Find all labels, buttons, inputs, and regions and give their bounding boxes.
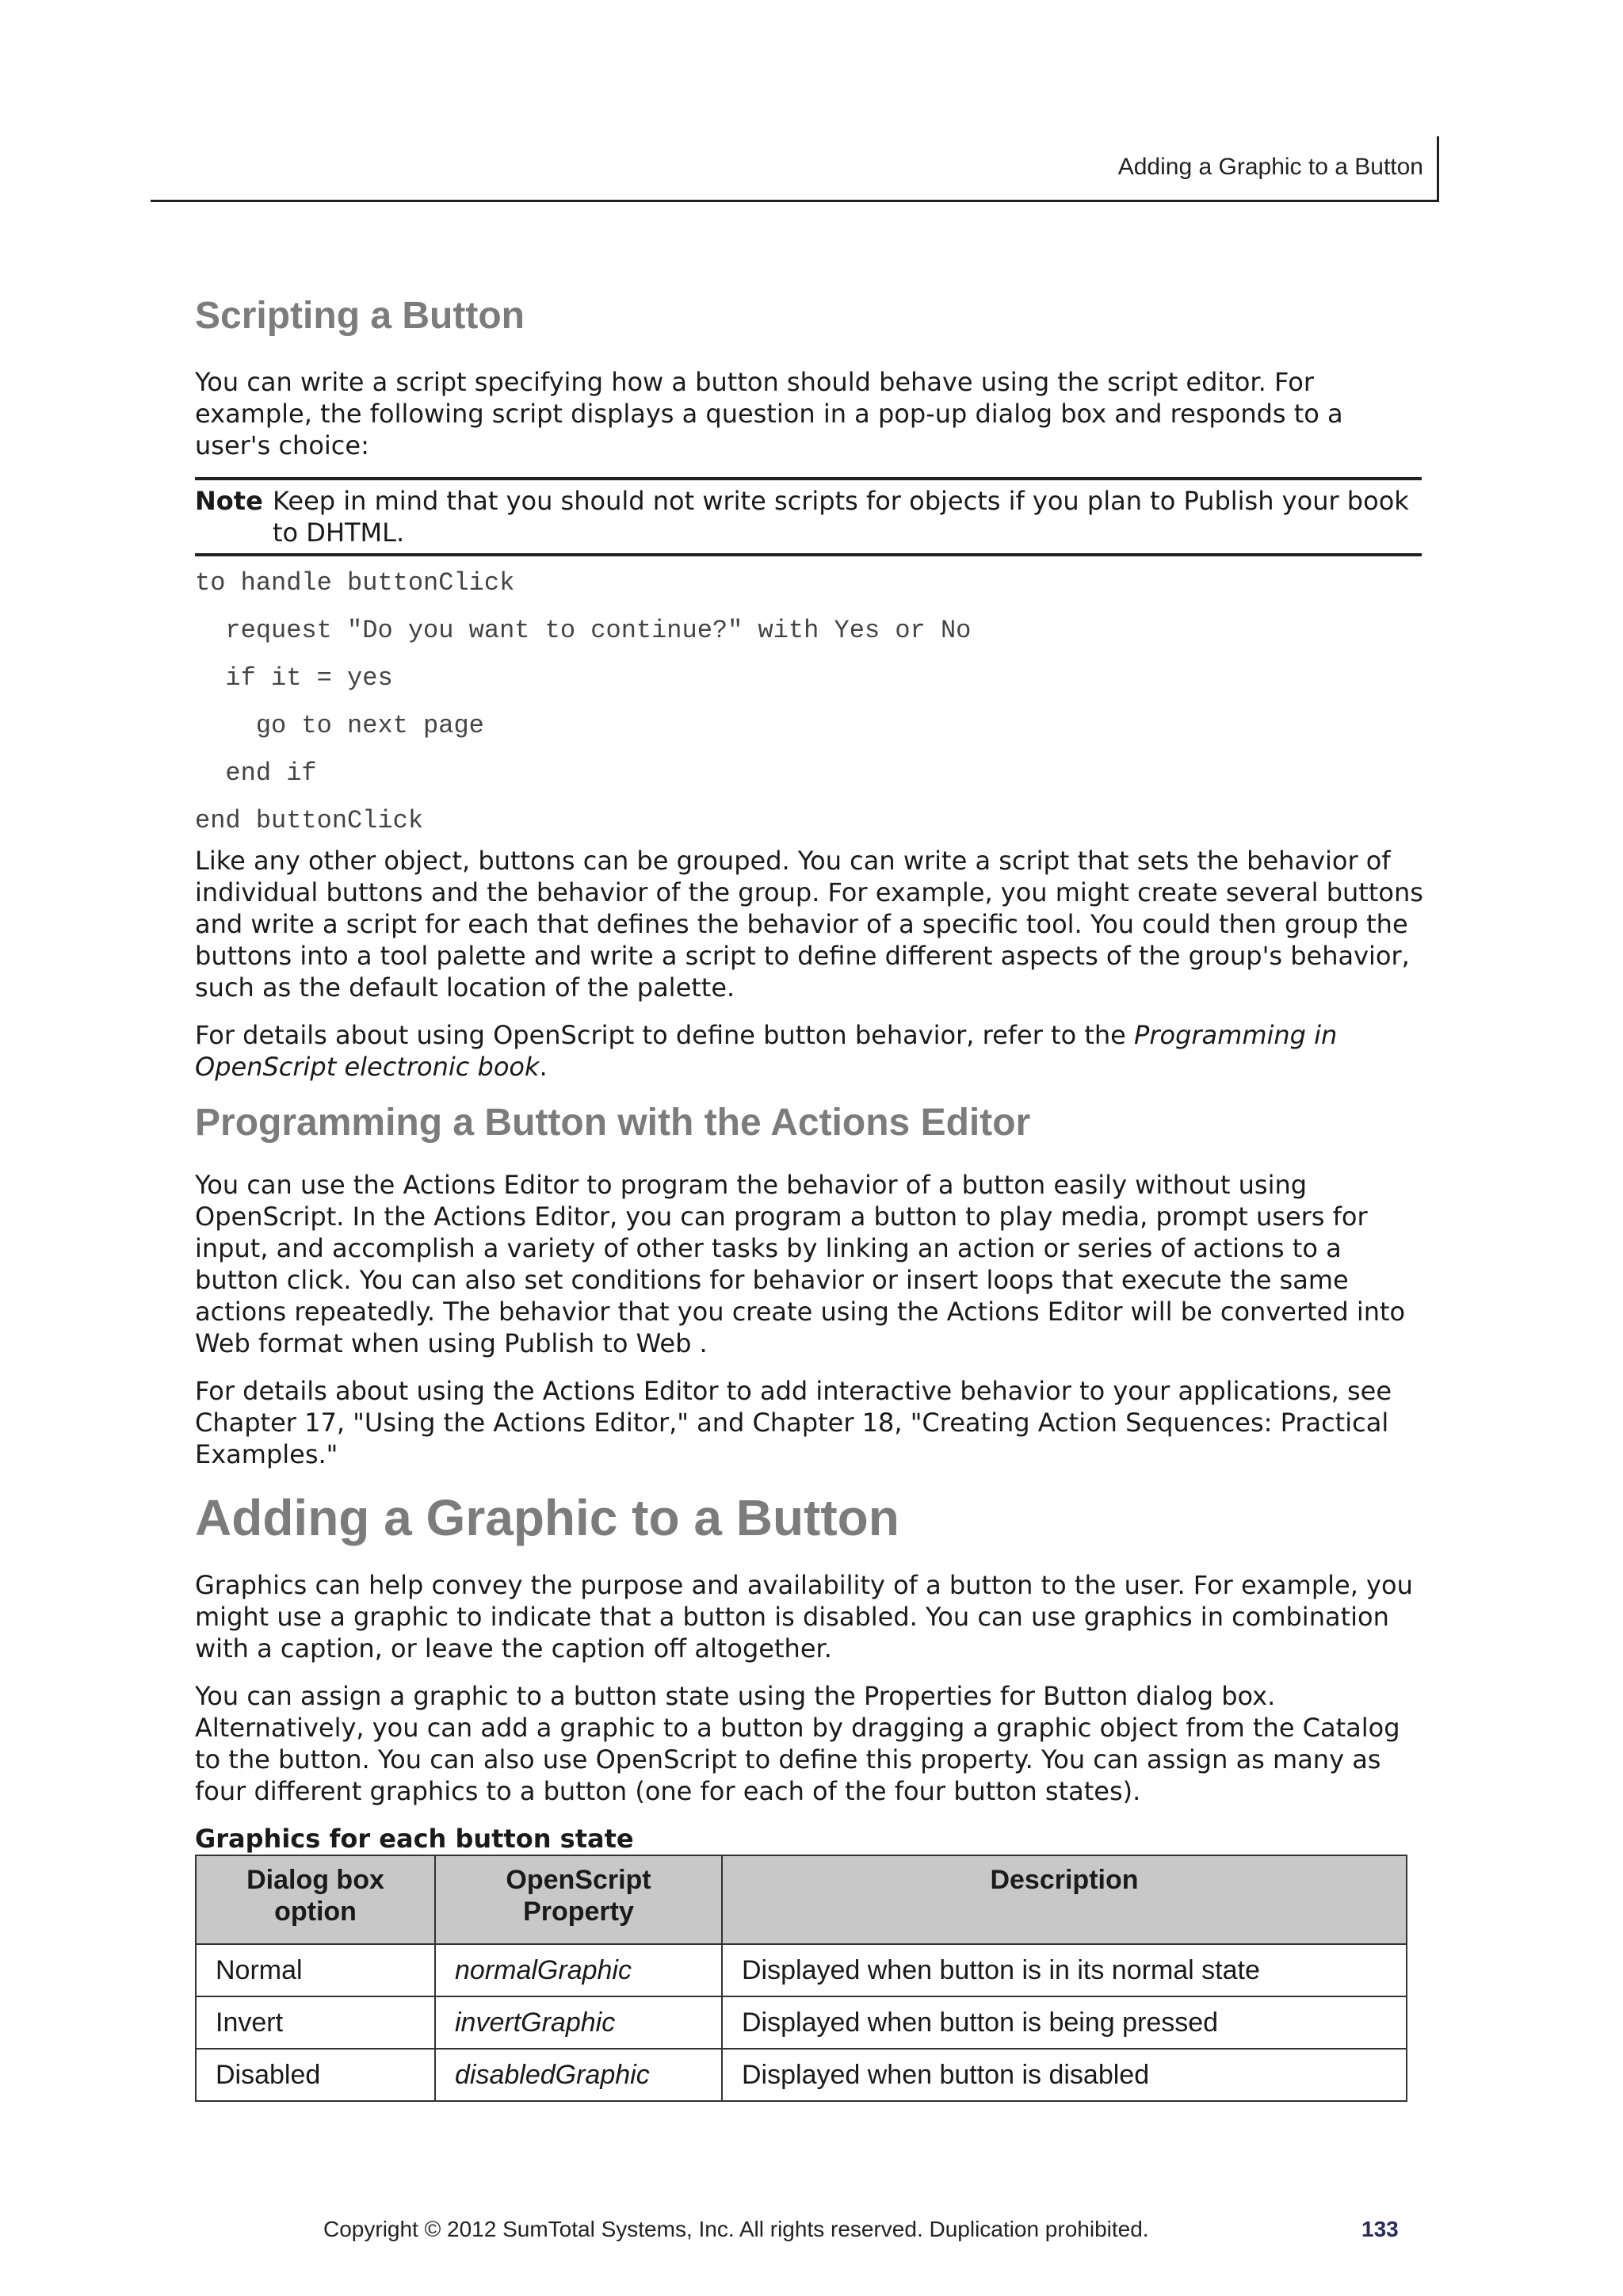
table-header-row bbox=[196, 1855, 1407, 1944]
running-header-title: Adding a Graphic to a Button bbox=[1117, 154, 1423, 180]
table-caption: Graphics for each button state bbox=[195, 1823, 634, 1854]
code-block bbox=[195, 560, 1423, 845]
openscript-details-prefix: For details about using OpenScript to define button behavior, refer to the bbox=[195, 1019, 1135, 1050]
note-text: Keep in mind that you should not write scripts for objects if you plan to Publish your book to DHTML. bbox=[273, 485, 1409, 548]
graphics-assign-paragraph: You can assign a graphic to a button state using the Properties for Button dialog box. Alternatively, you can add a graphic to a button by dragging a graphic object from the Catalog to the button. You can also use OpenScript to define this property. You can assign as many as four different graphics to a button (one for each of the four button states). bbox=[195, 1680, 1400, 1806]
code-line: end buttonClick bbox=[195, 805, 424, 835]
table-cell-property: disabledGraphic bbox=[435, 2049, 722, 2101]
code-line: if it = yes bbox=[195, 663, 393, 693]
code-line: to handle buttonClick bbox=[195, 567, 515, 598]
note-box bbox=[195, 477, 1422, 556]
page-number: 133 bbox=[1361, 2217, 1399, 2241]
graphics-intro-paragraph: Graphics can help convey the purpose and availability of a button to the user. For example, you might use a graphic to indicate that a button is disabled. You can use graphics in combination with a caption, or leave the caption off altogether. bbox=[195, 1569, 1413, 1664]
table-row bbox=[196, 2049, 1407, 2101]
table-cell-property: normalGraphic bbox=[435, 1944, 722, 1996]
openscript-details-paragraph bbox=[195, 1019, 1423, 1083]
actions-editor-paragraph: You can use the Actions Editor to program the behavior of a button easily without using OpenScript. In the Actions Editor, you can program a button to play media, prompt users for input, and accomplish a variety of other tasks by linking an action or series of actions to a button click. You can also set conditions for behavior or insert loops that execute the same actions repeatedly. The behavior that you create using the Actions Editor will be converted into Web format when using Publish to Web . bbox=[195, 1170, 1406, 1359]
table-row bbox=[196, 1996, 1407, 2049]
table-cell-description: Displayed when button is being pressed bbox=[722, 1996, 1407, 2049]
table-cell-option: Disabled bbox=[196, 2049, 435, 2101]
code-line: go to next page bbox=[195, 710, 484, 740]
table-cell-description: Displayed when button is disabled bbox=[722, 2049, 1407, 2101]
section-title-actions-editor: Programming a Button with the Actions Editor bbox=[195, 1101, 1031, 1144]
table-cell-option: Invert bbox=[196, 1996, 435, 2049]
chapter-section-title: Adding a Graphic to a Button bbox=[195, 1489, 899, 1547]
scripting-intro-paragraph: You can write a script specifying how a button should behave using the script editor. For example, the following script displays a question in a pop-up dialog box and responds to a user's choice: bbox=[195, 366, 1343, 460]
actions-editor-details-paragraph: For details about using the Actions Editor to add interactive behavior to your applications, see Chapter 17, "Using the Actions Editor," and Chapter 18, "Creating Action Sequences: Practical Examples." bbox=[195, 1376, 1392, 1470]
footer-copyright: Copyright © 2012 SumTotal Systems, Inc. All rights reserved. Duplication prohibited. bbox=[323, 2217, 1149, 2241]
openscript-details-suffix: . bbox=[539, 1051, 548, 1082]
table-header-cell: OpenScript Property bbox=[435, 1855, 722, 1944]
table-header-cell: Dialog box option bbox=[196, 1855, 435, 1944]
code-line: request "Do you want to continue?" with Yes or No bbox=[195, 615, 972, 645]
table-cell-property: invertGraphic bbox=[435, 1996, 722, 2049]
openscript-book-title: Programming in OpenScript electronic book bbox=[195, 1019, 1338, 1082]
table-cell-description: Displayed when button is in its normal state bbox=[722, 1944, 1407, 1996]
note-label: Note bbox=[195, 485, 263, 516]
page-content bbox=[195, 293, 1423, 2102]
table-header-cell: Description bbox=[722, 1855, 1407, 1944]
running-header-rule bbox=[1437, 136, 1439, 201]
running-header bbox=[151, 136, 1439, 202]
section-title-scripting: Scripting a Button bbox=[195, 295, 525, 337]
table-cell-option: Normal bbox=[196, 1944, 435, 1996]
code-line: end if bbox=[195, 758, 317, 788]
grouping-paragraph: Like any other object, buttons can be grouped. You can write a script that sets the behavior of individual buttons and the behavior of the group. For example, you might create several buttons and write a script for each that defines the behavior of a specific tool. You could then group the buttons into a tool palette and write a script to define different aspects of the group's behavior, such as the default location of the palette. bbox=[195, 845, 1423, 1003]
button-state-graphics-table bbox=[195, 1855, 1407, 2102]
table-row bbox=[196, 1944, 1407, 1996]
